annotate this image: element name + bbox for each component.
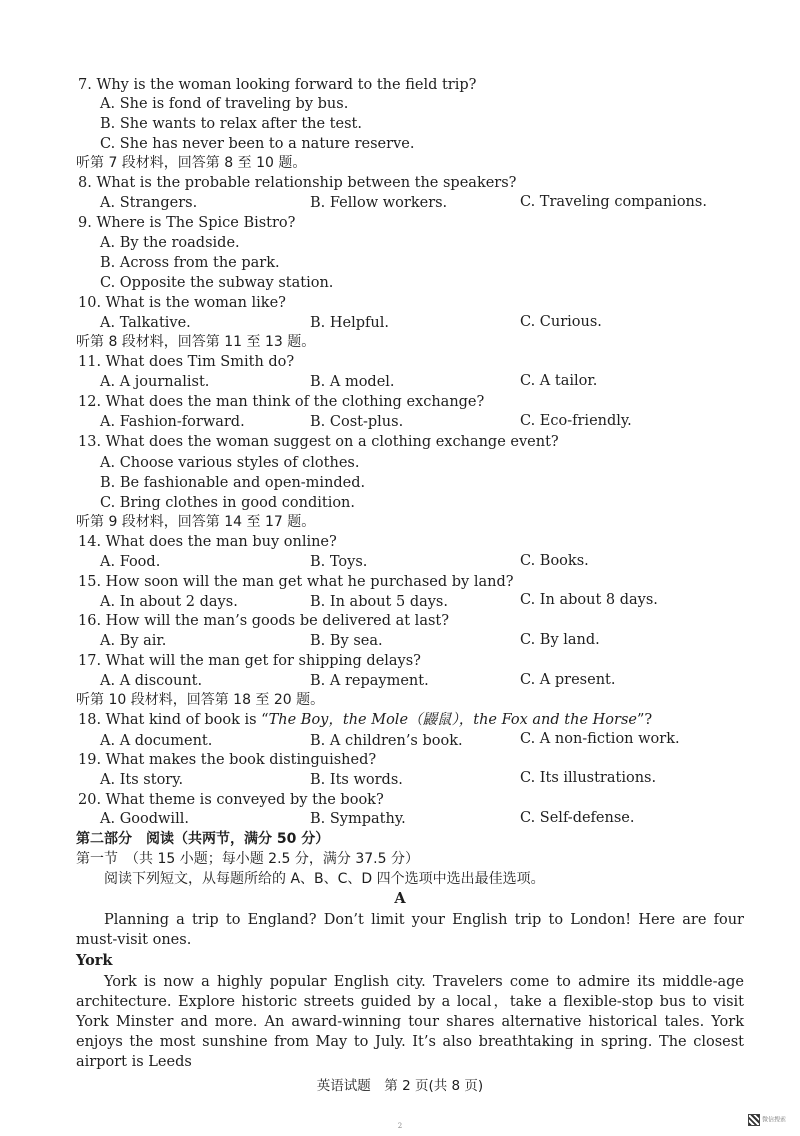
passage-intro: Planning a trip to England? Don’t limit your English trip to London! Here are four must-visit ones. <box>76 912 744 948</box>
q15-option-b: B. In about 5 days. <box>310 594 448 610</box>
q9-option-a: A. By the roadside. <box>100 235 240 251</box>
question-11: 11. What does Tim Smith do? <box>78 354 295 370</box>
q8-option-c: C. Traveling companions. <box>520 194 707 210</box>
q16-option-b: B. By sea. <box>310 633 383 649</box>
watermark-text: 微信搜索 <box>762 1116 787 1124</box>
question-8: 8. What is the probable relationship between the speakers? <box>78 175 517 191</box>
q16-option-c: C. By land. <box>520 632 600 648</box>
q15-option-a: A. In about 2 days. <box>100 594 238 610</box>
section-10-heading: 听第 10 段材料，回答第 18 至 20 题。 <box>76 692 325 708</box>
question-17: 17. What will the man get for shipping delays? <box>78 653 421 669</box>
part-2-heading: 第二部分 阅读（共两节，满分 50 分） <box>76 831 330 847</box>
q18-suffix: ”? <box>636 712 653 728</box>
page-footer: 英语试题 第 2 页(共 8 页) <box>316 1078 484 1094</box>
q19-option-a: A. Its story. <box>100 772 184 788</box>
q9-option-c: C. Opposite the subway station. <box>100 275 334 291</box>
q8-option-b: B. Fellow workers. <box>310 195 448 211</box>
q20-option-c: C. Self-defense. <box>520 810 635 826</box>
q18-option-c: C. A non-fiction work. <box>520 731 680 747</box>
question-9: 9. Where is The Spice Bistro? <box>78 215 296 231</box>
q12-option-c: C. Eco-friendly. <box>520 413 632 429</box>
question-7: 7. Why is the woman looking forward to the field trip? <box>78 77 477 93</box>
q20-option-b: B. Sympathy. <box>310 811 406 827</box>
q13-option-a: A. Choose various styles of clothes. <box>100 455 360 471</box>
q8-option-a: A. Strangers. <box>100 195 198 211</box>
q18-prefix: 18. What kind of book is “ <box>78 712 269 728</box>
q13-option-b: B. Be fashionable and open-minded. <box>100 475 366 491</box>
part-2-section-1-heading: 第一节 （共 15 小题；每小题 2.5 分，满分 37.5 分） <box>76 851 419 867</box>
q12-option-a: A. Fashion-forward. <box>100 414 245 430</box>
section-7-heading: 听第 7 段材料，回答第 8 至 10 题。 <box>76 155 307 171</box>
q14-option-c: C. Books. <box>520 553 589 569</box>
q18-book-title: The Boy，the Mole（鼹鼠），the Fox and the Horse <box>268 712 637 728</box>
question-14: 14. What does the man buy online? <box>78 534 337 550</box>
q18-option-a: A. A document. <box>100 733 213 749</box>
question-18 <box>78 711 652 729</box>
q19-option-c: C. Its illustrations. <box>520 770 657 786</box>
section-9-heading: 听第 9 段材料，回答第 14 至 17 题。 <box>76 514 316 530</box>
q7-option-a: A. She is fond of traveling by bus. <box>100 96 349 112</box>
q11-option-a: A. A journalist. <box>100 374 210 390</box>
q11-option-c: C. A tailor. <box>520 373 598 389</box>
question-12: 12. What does the man think of the clothing exchange? <box>78 394 485 410</box>
question-20: 20. What theme is conveyed by the book? <box>78 792 384 808</box>
q10-option-b: B. Helpful. <box>310 315 389 331</box>
question-10: 10. What is the woman like? <box>78 295 286 311</box>
reading-instruction: 阅读下列短文，从每题所给的 A、B、C、D 四个选项中选出最佳选项。 <box>104 871 545 887</box>
q18-option-b: B. A children’s book. <box>310 733 463 749</box>
section-heading-york: York <box>76 952 113 969</box>
q17-option-b: B. A repayment. <box>310 673 429 689</box>
q10-option-a: A. Talkative. <box>100 315 191 331</box>
q19-option-b: B. Its words. <box>310 772 403 788</box>
q12-option-b: B. Cost-plus. <box>310 414 404 430</box>
question-15: 15. How soon will the man get what he purchased by land? <box>78 574 514 590</box>
section-8-heading: 听第 8 段材料，回答第 11 至 13 题。 <box>76 334 316 350</box>
q7-option-b: B. She wants to relax after the test. <box>100 116 362 132</box>
q13-option-c: C. Bring clothes in good condition. <box>100 495 356 511</box>
q10-option-c: C. Curious. <box>520 314 602 330</box>
q17-option-c: C. A present. <box>520 672 616 688</box>
q14-option-b: B. Toys. <box>310 554 368 570</box>
q16-option-a: A. By air. <box>100 633 167 649</box>
question-16: 16. How will the man’s goods be delivered at last? <box>78 613 450 629</box>
q14-option-a: A. Food. <box>100 554 161 570</box>
question-13: 13. What does the woman suggest on a clothing exchange event? <box>78 434 559 450</box>
q17-option-a: A. A discount. <box>100 673 203 689</box>
q11-option-b: B. A model. <box>310 374 395 390</box>
q15-option-c: C. In about 8 days. <box>520 592 658 608</box>
watermark-logo <box>748 1114 792 1126</box>
q7-option-c: C. She has never been to a nature reserve. <box>100 136 415 152</box>
york-paragraph: York is now a highly popular English city. Travelers come to admire its middle-age architecture. Explore historic streets guided by a local，take a flexible-stop bus to visit York Minster and more. An award-winning tour shares alternative historical tales. York enjoys the most sunshine from May to July. It’s also breathtaking in spring. The closest airport is Leeds <box>76 974 744 1070</box>
qr-code-icon <box>748 1114 760 1126</box>
q9-option-b: B. Across from the park. <box>100 255 280 271</box>
page-number: 2 <box>397 1122 403 1130</box>
question-19: 19. What makes the book distinguished? <box>78 752 377 768</box>
q20-option-a: A. Goodwill. <box>100 811 189 827</box>
passage-label: A <box>394 890 406 907</box>
